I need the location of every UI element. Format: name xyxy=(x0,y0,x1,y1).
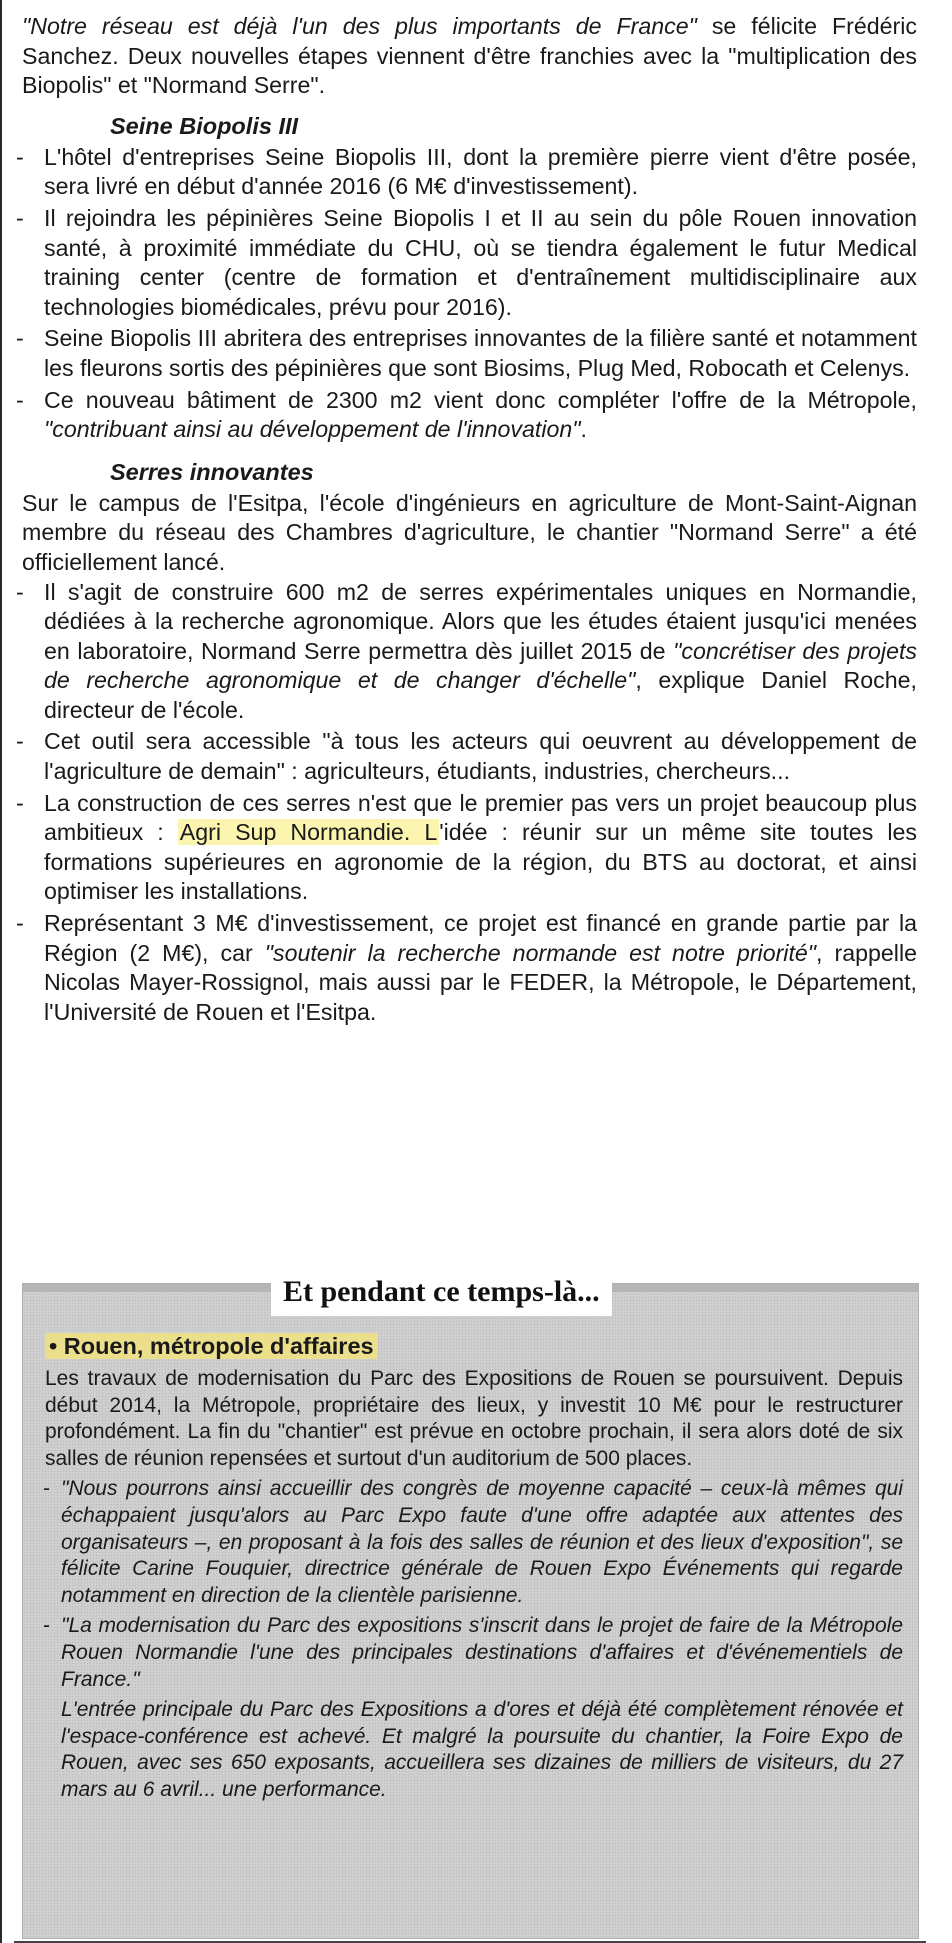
sidebar-box xyxy=(22,1275,919,1939)
bullet-text: Il s'agit de construire 600 m2 de serres expérimentales uniques en Normandie, dédiées à la recherche agronomique. Alors que les études étaient jusqu'ici menées en laboratoire, Normand Serre permettra dès juillet 2015 de xyxy=(44,578,917,664)
bullet-text: Représentant 3 M€ d'investissement, ce projet est financé en grande partie par la Région (2 M€), car xyxy=(44,910,917,966)
bullet-end: . xyxy=(580,416,587,443)
bullet-quote: "concrétiser des projets de recherche agronomique et de changer d'échelle" xyxy=(44,637,918,694)
serres-bullet-2: - Cet outil sera accessible "à tous les acteurs qui oeuvrent au développement de l'agriculture de demain" : agriculteurs, étudiants, industries, chercheurs... xyxy=(22,727,917,786)
biopolis-bullet-1: - L'hôtel d'entreprises Seine Biopolis III, dont la première pierre vient d'être posée, sera livré en début d'année 2016 (6 M€ d'investissement). xyxy=(22,143,917,202)
bullet-text: La construction de ces serres n'est que le premier pas vers un projet beaucoup plus ambitieux : xyxy=(44,789,917,846)
serres-bullet-3 xyxy=(22,789,917,907)
bullet-quote: "contribuant ainsi au développement de l'innovation" xyxy=(44,416,581,443)
serres-bullet-4 xyxy=(22,909,917,1027)
bullet-end: , rappelle Nicolas Mayer-Rossignol, mais aussi par le FEDER, la Métropole, le Département, l'Université de Rouen et l'Esitpa. xyxy=(44,939,917,1025)
biopolis-bullet-2: - Il rejoindra les pépinières Seine Biopolis I et II au sein du pôle Rouen innovation santé, à proximité immédiate du CHU, où se tiendra également le futur Medical training center (centre de formation et d'entraînement multidisciplinaire aux technologies biomédicales, prévu pour 2016). xyxy=(22,204,917,322)
bullet-end: , explique Daniel Roche, directeur de l'école. xyxy=(44,667,917,723)
serres-paragraph: Sur le campus de l'Esitpa, l'école d'ingénieurs en agriculture de Mont-Saint-Aignan membre du réseau des Chambres d'agriculture, le chantier "Normand Serre" a été officiellement lancé. xyxy=(22,489,917,575)
box-heading xyxy=(45,1330,903,1362)
intro-text: se félicite Frédéric Sanchez. Deux nouvelles étapes viennent d'être franchies avec la "multiplication des Biopolis" et "Normand Serre". xyxy=(22,13,917,99)
highlighted-text: Agri Sup Normandie. L xyxy=(179,819,438,846)
article-column xyxy=(22,0,917,1029)
box-heading-text: • Rouen, métropole d'affaires xyxy=(45,1333,378,1359)
bullet-end: 'idée : réunir sur un même site toutes les formations supérieures en agronomie de la région, du BTS au doctorat, et ainsi optimiser les installations. xyxy=(44,819,917,905)
biopolis-bullet-4 xyxy=(22,386,917,445)
section-heading-biopolis: Seine Biopolis III xyxy=(110,112,299,139)
intro-paragraph xyxy=(22,0,917,101)
page-left-rule xyxy=(0,0,2,1943)
serres-bullet-1 xyxy=(22,578,917,726)
box-title: Et pendant ce temps-là... xyxy=(271,1268,612,1316)
bullet-quote: "soutenir la recherche normande est notre priorité" xyxy=(264,939,817,966)
biopolis-bullet-3: - Seine Biopolis III abritera des entreprises innovantes de la filière santé et notamment les fleurons sortis des pépinières que sont Biosims, Plug Med, Robocath et Celenys. xyxy=(22,324,917,383)
box-paragraph: Les travaux de modernisation du Parc des Expositions de Rouen se poursuivent. Depuis début 2014, la Métropole, propriétaire des lieux, y investit 10 M€ pour le restructurer profondément. La fin du "chantier" est prévue en octobre prochain, il sera alors doté de six salles de réunion repensées et surtout d'un auditorium de 500 places. xyxy=(45,1367,903,1470)
box-quote-2: - "La modernisation du Parc des expositions s'inscrit dans le projet de faire de la Métropole Rouen Normandie l'une des principales destinations d'affaires et d'événementiels de France." xyxy=(45,1613,903,1693)
intro-quote: "Notre réseau est déjà l'un des plus importants de France" xyxy=(22,13,697,39)
box-content xyxy=(45,1330,903,1804)
bullet-text: Ce nouveau bâtiment de 2300 m2 vient donc compléter l'offre de la Métropole, xyxy=(44,386,917,413)
box-closing: L'entrée principale du Parc des Expositions a d'ores et déjà été complètement rénovée et l'espace-conférence est achevé. Et malgré la poursuite du chantier, la Foire Expo de Rouen, avec ses 650 exposants, accueillera ses dizaines de milliers de visiteurs, du 27 mars au 6 avril... une performance. xyxy=(61,1698,903,1801)
box-quote-1: - "Nous pourrons ainsi accueillir des congrès de moyenne capacité – ceux-là mêmes qui échappaient jusqu'alors au Parc Expo faute d'une offre adaptée aux attentes des organisateurs –, en proposant à la fois des salles de réunion et des lieux d'exposition", se félicite Carine Fouquier, directrice générale de Rouen Expo Événements qui regarde notamment en direction de la clientèle parisienne. xyxy=(45,1476,903,1609)
section-heading-serres: Serres innovantes xyxy=(110,458,314,485)
